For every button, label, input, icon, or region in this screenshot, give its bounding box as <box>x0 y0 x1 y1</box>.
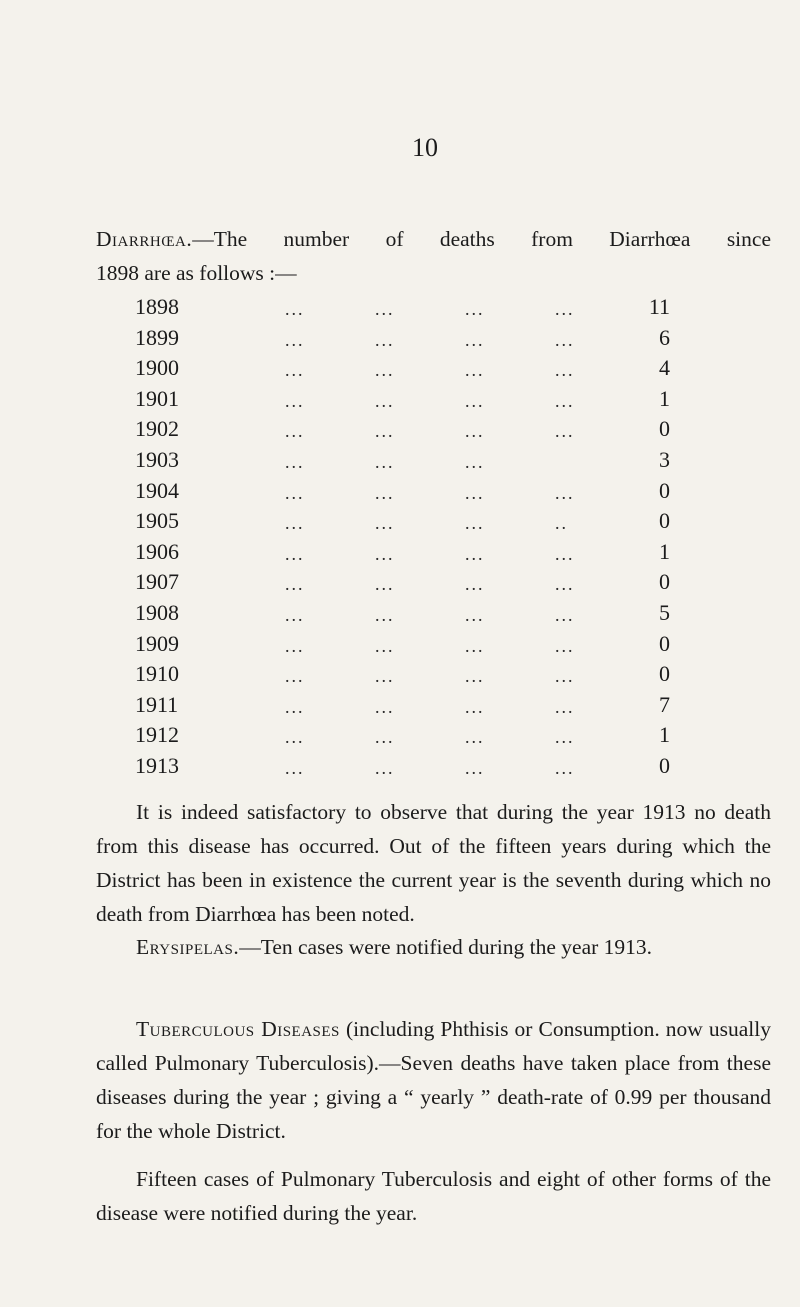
row-deaths: 1 <box>659 385 670 411</box>
diarrhoea-observation: It is indeed satisfactory to observe that during the year 1913 no death from this disease has occurred. Out of the fifteen years during which the District has been in existence the current year is the seventh during which no death from Diarrhœa has been noted. <box>96 800 771 926</box>
table-row <box>135 294 675 325</box>
row-deaths: 5 <box>659 599 670 625</box>
page-number: 10 <box>412 133 438 162</box>
row-deaths: 1 <box>659 538 670 564</box>
row-leader-dots: ... ... ... ... <box>285 329 575 350</box>
row-year: 1903 <box>135 446 179 472</box>
pulmonary-cases-paragraph: Fifteen cases of Pulmonary Tuberculosis and eight of other forms of the disease were notified during the year. <box>96 1167 771 1225</box>
table-row <box>135 447 675 478</box>
table-row <box>135 569 675 600</box>
row-year: 1901 <box>135 385 179 411</box>
diarrhoea-deaths-table <box>135 294 675 784</box>
table-row <box>135 661 675 692</box>
row-leader-dots: ... ... ... ... <box>285 635 575 656</box>
row-deaths: 0 <box>659 630 670 656</box>
diarrhoea-intro-text: —The number of deaths from Diarrhœa since <box>192 227 771 251</box>
row-year: 1906 <box>135 538 179 564</box>
row-year: 1907 <box>135 569 179 595</box>
row-leader-dots: ... ... ... ... <box>285 696 575 717</box>
row-year: 1899 <box>135 324 179 350</box>
tuberculous-text: (including Phthisis or Consumption. now usually called Pulmonary Tuberculosis).—Seven deaths have taken place from these diseases during the year ; giving a “ yearly ” death-rate of 0.99 per thousand for the whole District. <box>96 1017 771 1143</box>
row-leader-dots: ... ... ... ... <box>285 482 575 503</box>
row-leader-dots: ... ... ... ... <box>285 360 575 381</box>
row-leader-dots: ... ... ... ... <box>285 299 575 319</box>
table-row <box>135 478 675 509</box>
table-row <box>135 600 675 631</box>
diarrhoea-intro-line1 <box>96 222 771 256</box>
diarrhoea-heading: Diarrhœa. <box>96 227 193 251</box>
row-deaths: 0 <box>659 661 670 687</box>
table-row <box>135 753 675 784</box>
table-row <box>135 722 675 753</box>
tuberculous-heading: Tuberculous Diseases <box>136 1017 340 1041</box>
table-row <box>135 355 675 386</box>
table-row <box>135 539 675 570</box>
row-year: 1912 <box>135 722 179 748</box>
table-row <box>135 325 675 356</box>
row-deaths: 6 <box>659 324 670 350</box>
row-deaths: 11 <box>648 294 670 319</box>
row-leader-dots: ... ... ... ... <box>285 390 575 411</box>
row-deaths: 1 <box>659 722 670 748</box>
row-deaths: 0 <box>659 416 670 442</box>
row-deaths: 0 <box>659 569 670 595</box>
row-leader-dots: ... ... ... ... <box>285 574 575 595</box>
row-leader-dots: ... ... ... ... <box>285 604 575 625</box>
erysipelas-text: —Ten cases were notified during the year 1913. <box>239 935 653 959</box>
row-year: 1900 <box>135 355 179 381</box>
row-year: 1911 <box>135 691 179 717</box>
table-row <box>135 386 675 417</box>
tuberculous-paragraph <box>96 1012 771 1148</box>
erysipelas-paragraph <box>96 930 771 964</box>
row-deaths: 0 <box>659 508 670 534</box>
row-leader-dots: ... ... ... ... <box>285 727 575 748</box>
row-year: 1898 <box>135 294 179 319</box>
row-leader-dots: ... ... ... ... <box>285 421 575 442</box>
row-year: 1909 <box>135 630 179 656</box>
row-year: 1908 <box>135 599 179 625</box>
row-deaths: 0 <box>659 752 670 778</box>
row-deaths: 7 <box>659 691 670 717</box>
row-deaths: 3 <box>659 446 670 472</box>
table-row <box>135 416 675 447</box>
diarrhoea-intro <box>96 222 771 290</box>
row-deaths: 4 <box>659 355 670 381</box>
row-leader-dots: ... ... ... .. <box>285 513 568 534</box>
table-row <box>135 508 675 539</box>
row-year: 1905 <box>135 508 179 534</box>
table-row <box>135 692 675 723</box>
row-leader-dots: ... ... ... ... <box>285 543 575 564</box>
row-leader-dots: ... ... ... ... <box>285 757 575 778</box>
row-deaths: 0 <box>659 477 670 503</box>
row-year: 1902 <box>135 416 179 442</box>
row-year: 1913 <box>135 752 179 778</box>
row-leader-dots: ... ... ... ... <box>285 666 575 687</box>
diarrhoea-intro-line2: 1898 are as follows :— <box>96 261 297 285</box>
table-row <box>135 631 675 662</box>
row-leader-dots: ... ... ... <box>285 451 485 472</box>
row-year: 1910 <box>135 661 179 687</box>
erysipelas-heading: Erysipelas. <box>136 935 240 959</box>
row-year: 1904 <box>135 477 179 503</box>
